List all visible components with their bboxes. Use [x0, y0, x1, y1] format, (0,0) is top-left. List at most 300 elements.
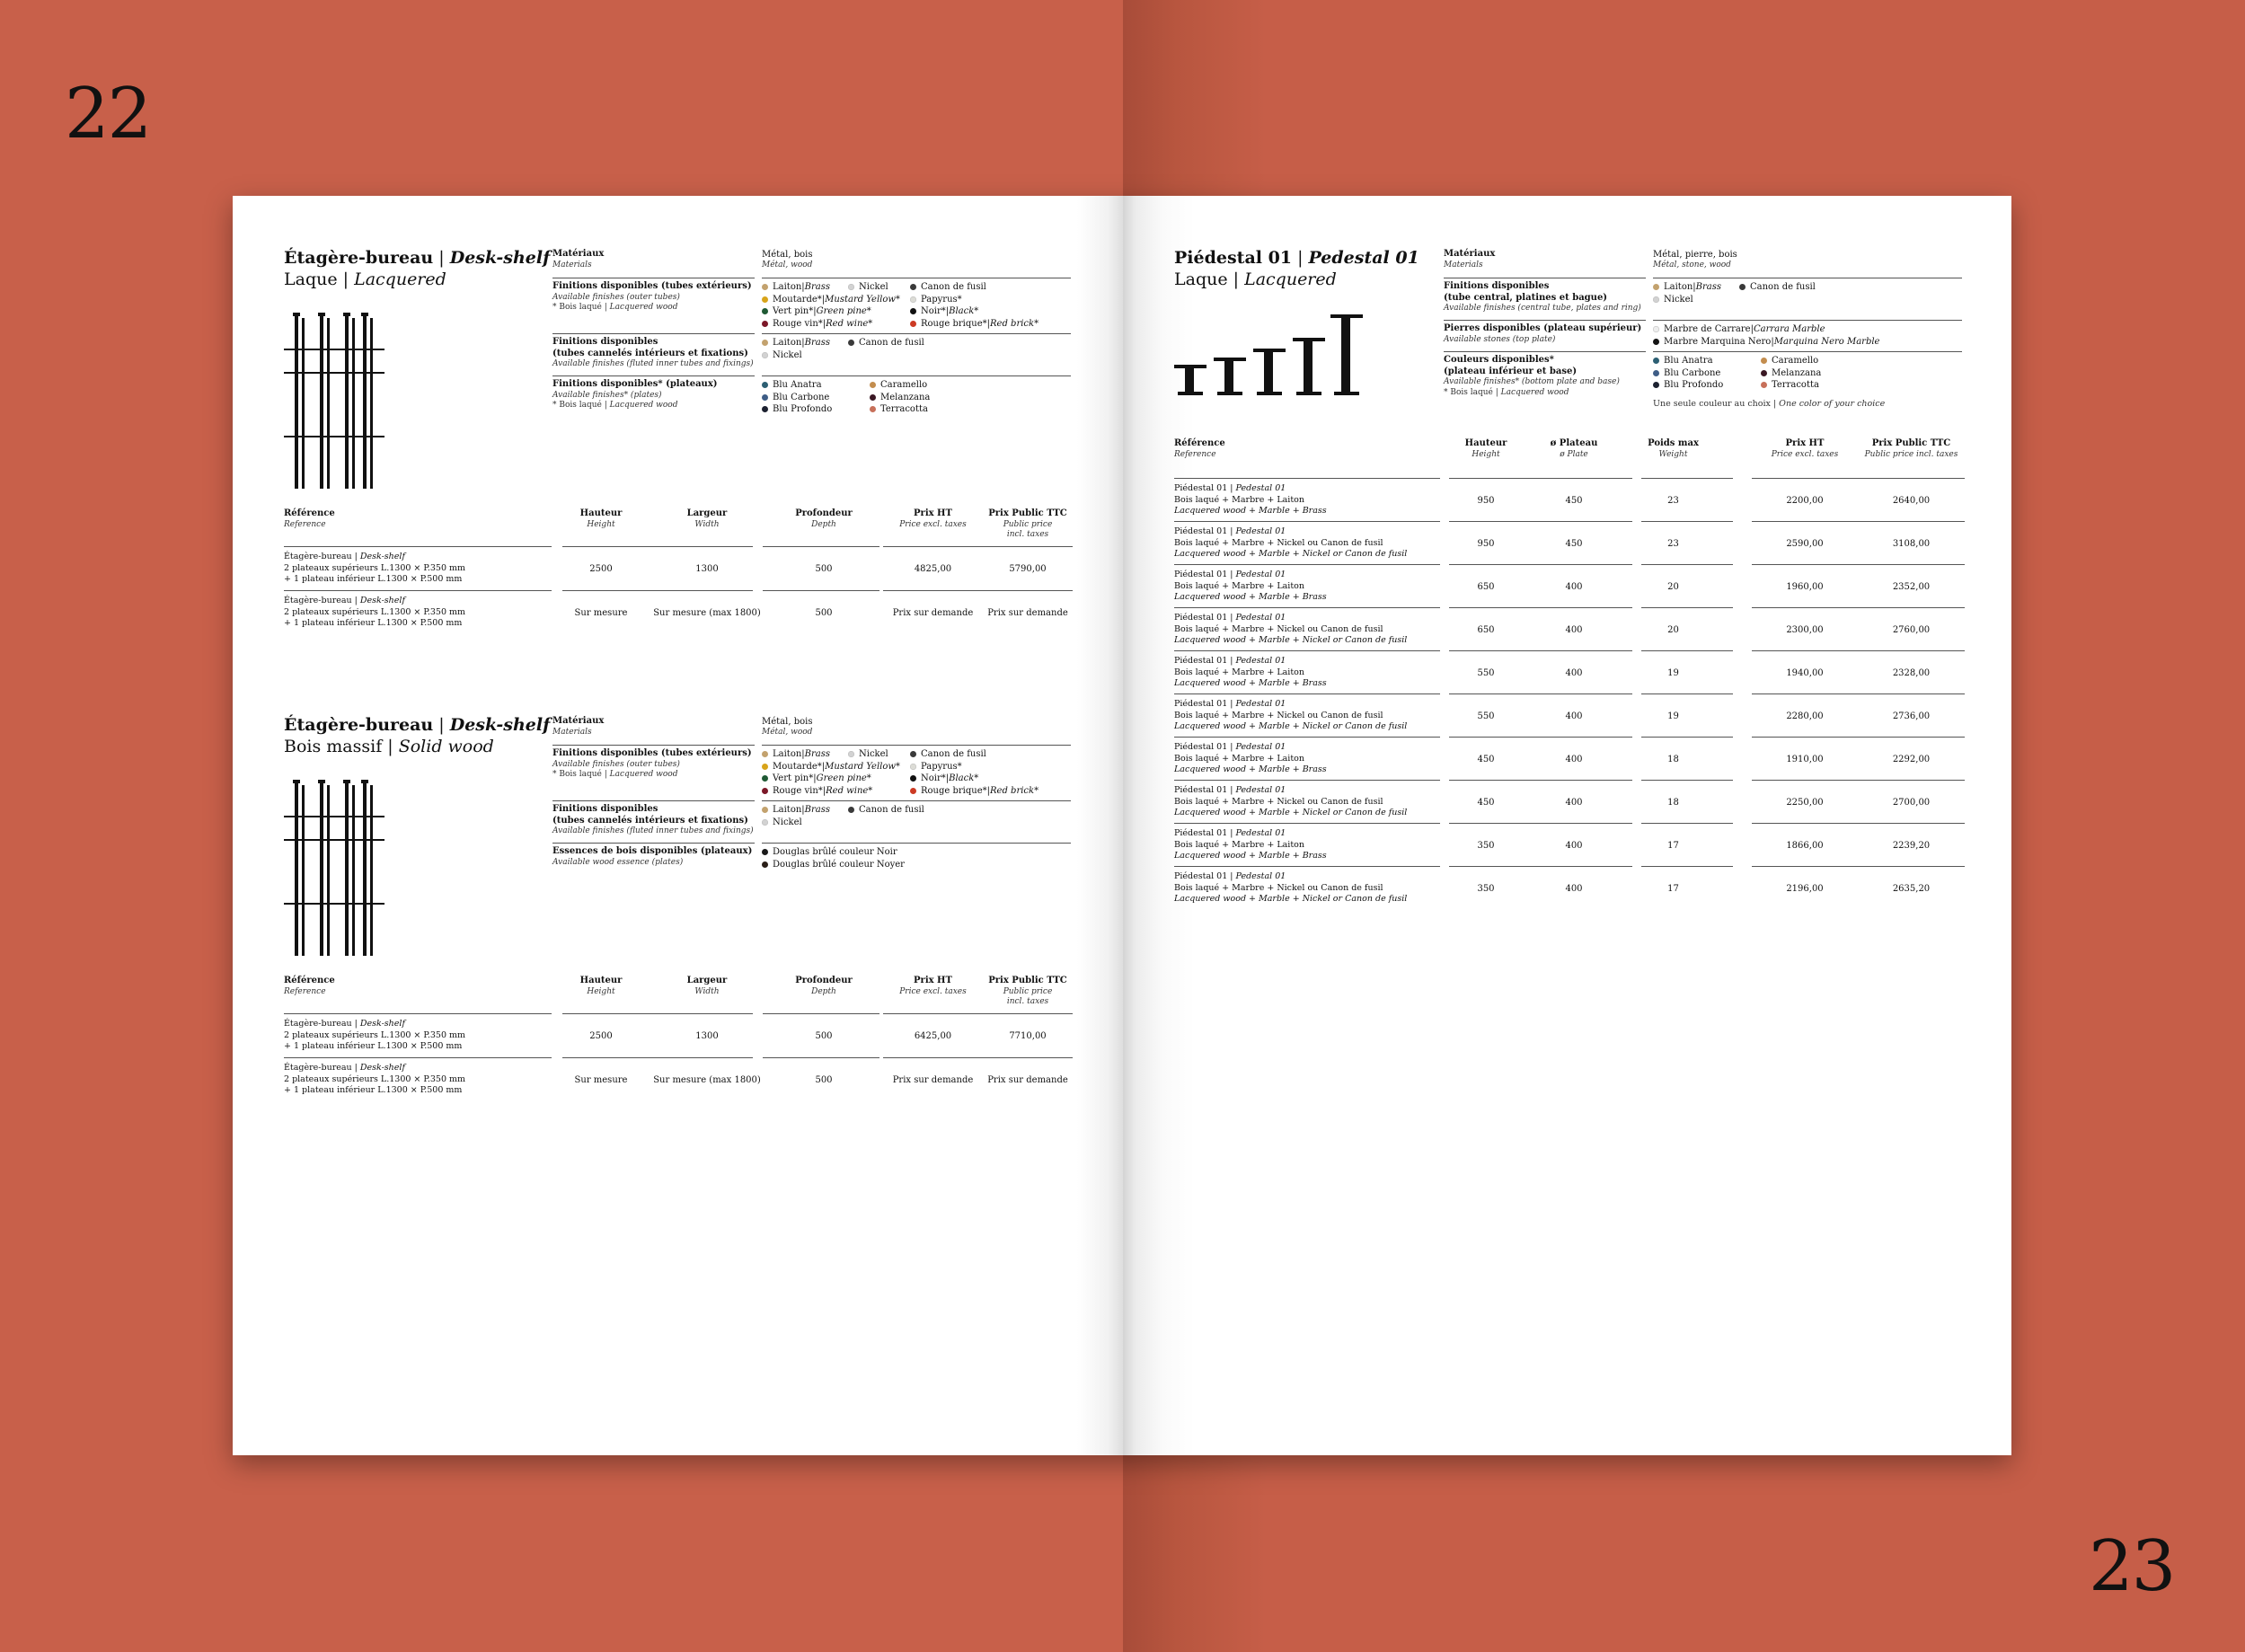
reference-name-en: Pedestal 01: [1235, 742, 1286, 752]
price-table: [1174, 438, 1965, 906]
subtitle-fr: Bois massif: [284, 737, 383, 756]
table-rule: [562, 546, 753, 547]
table-row-reference: [1174, 526, 1444, 561]
swatch-name: Blu Anatra: [1664, 356, 1713, 366]
reference-name: Piédestal 01: [1174, 871, 1228, 881]
swatch-grid: [762, 281, 1067, 331]
reference-separator: |: [1227, 742, 1236, 752]
color-swatch-icon: [1653, 370, 1659, 376]
page-number-left: 22: [65, 74, 151, 155]
swatch-item: [848, 337, 924, 349]
swatch-name: Papyrus*: [921, 761, 962, 772]
color-swatch-icon: [762, 394, 768, 401]
color-swatch-icon: [762, 296, 768, 303]
table-header: [1858, 438, 1965, 460]
shelf-wood-section: [233, 663, 1123, 1130]
table-row-reference: [284, 552, 553, 586]
swatch-name-en: Brass: [804, 338, 831, 348]
title-separator: |: [1292, 248, 1309, 268]
table-rule: [1752, 607, 1965, 608]
swatch-item: [1761, 379, 1819, 392]
table-cell-height: 350: [1477, 841, 1495, 851]
spec-materials: [552, 249, 604, 270]
table-rule: [1641, 823, 1733, 824]
color-swatch-icon: [762, 406, 768, 412]
price-table: [284, 976, 1073, 1128]
title-separator: |: [433, 715, 450, 735]
reference-line-3: Lacquered wood + Marble + Nickel or Canon de fusil: [1174, 549, 1408, 559]
table-rule: [284, 1013, 552, 1014]
reference-line-3: Lacquered wood + Marble + Nickel or Canon de fusil: [1174, 808, 1408, 817]
table-rule: [1449, 650, 1632, 651]
title-en: Desk-shelf: [449, 248, 551, 268]
swatch-item: [762, 785, 872, 798]
title-en: Desk-shelf: [449, 715, 551, 735]
table-cell-price_ht: 1940,00: [1786, 668, 1824, 678]
table-rule: [1641, 564, 1733, 565]
table-rule: [1641, 521, 1733, 522]
swatch-name: Canon de fusil: [859, 338, 924, 348]
table-rule: [883, 1013, 1073, 1014]
table-cell-plate: 450: [1565, 496, 1583, 506]
reference-line-1: [1174, 871, 1444, 883]
table-rule: [1641, 737, 1733, 738]
header-label: Largeur: [686, 508, 728, 518]
swatch-grid: [762, 846, 1067, 873]
swatch-name: Caramello: [880, 380, 928, 390]
header-label-en: Width: [694, 519, 720, 529]
swatch-separator: |: [822, 785, 826, 796]
reference-line-2: Bois laqué + Marbre + Nickel ou Canon de fusil: [1174, 796, 1383, 807]
table-cell-plate: 400: [1565, 668, 1583, 678]
divider: [1653, 351, 1962, 352]
swatch-item: [1653, 367, 1720, 380]
reference-name: Piédestal 01: [1174, 483, 1228, 493]
subtitle-en: Lacquered: [354, 269, 446, 289]
reference-line-3: Lacquered wood + Marble + Nickel or Canon de fusil: [1174, 721, 1408, 731]
reference-name-en: Desk-shelf: [359, 1063, 405, 1073]
reference-separator: |: [1227, 613, 1236, 623]
header-label: ø Plateau: [1550, 438, 1598, 448]
color-swatch-icon: [762, 775, 768, 782]
desk-shelf-illustration-icon: [284, 780, 384, 959]
table-header: [557, 508, 645, 530]
header-label-en: Public price incl. taxes: [1864, 449, 1958, 459]
color-swatch-icon: [910, 308, 916, 314]
reference-line-3: Lacquered wood + Marble + Brass: [1174, 506, 1327, 516]
swatch-name-en: Red wine*: [826, 785, 873, 796]
swatch-name: Laiton: [773, 749, 802, 759]
spec-label-en: Available stones (top plate): [1444, 334, 1556, 344]
swatch-name: Caramello: [1772, 356, 1819, 366]
swatch-item: [762, 318, 872, 331]
swatch-name: Terracotta: [1772, 380, 1819, 390]
table-rule: [1174, 823, 1440, 824]
swatch-name: Nickel: [773, 817, 802, 827]
spec-outer-finishes: [552, 281, 752, 314]
spec-label: Matériaux: [552, 716, 605, 726]
table-cell-depth: 500: [815, 564, 833, 574]
reference-separator: |: [1227, 871, 1236, 881]
swatch-name: Marbre Marquina Nero: [1664, 336, 1772, 347]
table-cell-weight: 23: [1667, 496, 1679, 506]
table-cell-price_ttc: 2640,00: [1892, 496, 1931, 506]
reference-line-1: [1174, 699, 1444, 711]
right-page: [1123, 196, 2011, 1455]
swatch-name: Vert pin*: [773, 773, 814, 783]
divider: [552, 843, 755, 844]
table-rule: [1174, 564, 1440, 565]
swatch-item: [762, 294, 900, 306]
table-cell-price_ht: 1910,00: [1786, 755, 1824, 764]
desk-shelf-illustration-icon: [284, 313, 384, 492]
color-swatch-icon: [762, 382, 768, 388]
swatch-separator: |: [986, 318, 991, 329]
swatch-grid: [762, 804, 1067, 831]
table-cell-price_ttc: 2239,20: [1892, 841, 1931, 851]
title-en: Pedestal 01: [1308, 248, 1419, 268]
product-title: [284, 714, 550, 736]
swatch-name: Nickel: [1664, 294, 1693, 305]
reference-name: Étagère-bureau: [284, 552, 352, 561]
swatch-name-en: Brass: [1695, 282, 1722, 292]
color-swatch-icon: [910, 284, 916, 290]
table-header: [645, 508, 769, 530]
table-rule: [1174, 737, 1440, 738]
color-swatch-icon: [870, 394, 876, 401]
table-cell-height: 550: [1477, 668, 1495, 678]
spec-materials: [1444, 249, 1495, 270]
header-label-en-2: incl. taxes: [1006, 997, 1049, 1006]
color-swatch-icon: [910, 321, 916, 327]
table-cell-price_ht: 6425,00: [914, 1031, 952, 1041]
color-swatch-icon: [762, 861, 768, 868]
color-swatch-icon: [848, 340, 854, 346]
reference-separator: |: [1227, 570, 1236, 579]
table-header: [284, 508, 553, 530]
color-choice-note: Une seule couleur au choix | One color of your choice: [1653, 399, 1886, 409]
swatch-separator: |: [945, 306, 950, 316]
color-swatch-icon: [1761, 370, 1767, 376]
reference-separator: |: [351, 1063, 360, 1073]
swatch-name-en: Marquina Nero Marble: [1773, 336, 1880, 347]
reference-name: Piédestal 01: [1174, 613, 1228, 623]
swatch-grid: [1653, 281, 1958, 308]
table-row-reference: [1174, 699, 1444, 733]
table-rule: [1449, 693, 1632, 694]
color-swatch-icon: [762, 807, 768, 813]
table-row-reference: [284, 596, 553, 630]
header-label: Référence: [284, 508, 335, 518]
divider: [1444, 351, 1646, 352]
color-swatch-icon: [910, 764, 916, 770]
header-label-en: Height: [587, 986, 615, 996]
swatch-name: Douglas brûlé couleur Noir: [773, 847, 897, 857]
table-cell-plate: 450: [1565, 539, 1583, 549]
table-cell-plate: 400: [1565, 798, 1583, 808]
table-cell-price_ttc: 2760,00: [1892, 625, 1931, 635]
table-cell-height: 650: [1477, 582, 1495, 592]
header-label: Hauteur: [579, 508, 623, 518]
swatch-item: [762, 804, 830, 817]
reference-line-2: Bois laqué + Marbre + Laiton: [1174, 580, 1305, 591]
swatch-name: Blu Carbone: [773, 392, 830, 402]
table-cell-price_ht: 2590,00: [1786, 539, 1824, 549]
spec-label: Finitions disponibles: [1444, 281, 1550, 291]
title-separator: |: [433, 248, 450, 268]
color-swatch-icon: [762, 764, 768, 770]
spec-label-en: Materials: [1444, 260, 1483, 269]
reference-line-3: Lacquered wood + Marble + Brass: [1174, 678, 1327, 688]
header-label-en: Weight: [1658, 449, 1688, 459]
table-row-reference: [1174, 828, 1444, 862]
swatch-grid: [1653, 323, 1958, 350]
spec-label-en: Available finishes (outer tubes): [552, 759, 680, 769]
spec-note: * Bois laqué | Lacquered wood: [552, 401, 678, 410]
spec-label-en: Available finishes* (plates): [552, 390, 662, 400]
reference-separator: |: [351, 552, 360, 561]
reference-name: Piédestal 01: [1174, 570, 1228, 579]
color-swatch-icon: [762, 849, 768, 855]
table-rule: [284, 1057, 552, 1058]
header-label-en: ø Plate: [1560, 449, 1588, 459]
reference-name-en: Pedestal 01: [1235, 483, 1286, 493]
reference-name-en: Pedestal 01: [1235, 785, 1286, 795]
table-cell-plate: 400: [1565, 841, 1583, 851]
table-rule: [1641, 780, 1733, 781]
swatch-item: [870, 379, 927, 392]
table-rule: [1752, 780, 1965, 781]
swatch-name-en: Green pine*: [816, 773, 871, 783]
swatch-name: Marbre de Carrare: [1664, 324, 1751, 334]
table-rule: [883, 590, 1073, 591]
table-cell-weight: 23: [1667, 539, 1679, 549]
reference-name: Piédestal 01: [1174, 828, 1228, 838]
table-cell-price_ttc: 2736,00: [1892, 711, 1931, 721]
color-swatch-icon: [910, 751, 916, 757]
swatch-separator: |: [813, 773, 817, 783]
shelf-lacquer-section: [233, 196, 1123, 663]
swatch-item: [1653, 355, 1713, 367]
swatch-name: Canon de fusil: [859, 805, 924, 815]
reference-line-1: [1174, 613, 1444, 624]
color-swatch-icon: [1653, 296, 1659, 303]
subtitle-en: Lacquered: [1244, 269, 1337, 289]
swatch-name: Canon de fusil: [921, 282, 986, 292]
reference-separator: |: [1227, 699, 1236, 709]
swatch-name-en: Black*: [949, 306, 979, 316]
header-label-en: Height: [587, 519, 615, 529]
title-fr: Étagère-bureau: [284, 715, 434, 735]
swatch-item: [762, 748, 830, 761]
spec-label-en: Available wood essence (plates): [552, 857, 684, 867]
reference-line-1: [284, 552, 553, 563]
table-header: [1627, 438, 1719, 460]
reference-name-en: Pedestal 01: [1235, 656, 1286, 666]
swatch-separator: |: [801, 282, 805, 292]
spec-materials-value: [1653, 249, 1737, 271]
swatch-name: Blu Carbone: [1664, 367, 1721, 378]
color-swatch-icon: [1761, 382, 1767, 388]
reference-line-1: [1174, 785, 1444, 797]
spec-label-2: (tubes cannelés intérieurs et fixations): [552, 348, 748, 358]
swatch-grid: [762, 748, 1067, 799]
catalogue-spread: [233, 196, 2011, 1455]
table-cell-height: Sur mesure: [574, 1075, 628, 1085]
reference-name-en: Pedestal 01: [1235, 613, 1286, 623]
table-rule: [1449, 607, 1632, 608]
color-swatch-icon: [848, 751, 854, 757]
swatch-item: [1653, 336, 1879, 349]
reference-line-1: [284, 596, 553, 607]
swatch-item: [762, 817, 802, 829]
spec-label-2: (tubes cannelés intérieurs et fixations): [552, 815, 748, 826]
product-title: [284, 247, 550, 269]
spec-label-en: Available finishes (outer tubes): [552, 292, 680, 302]
table-rule: [562, 1057, 753, 1058]
table-rule: [883, 1057, 1073, 1058]
swatch-item: [762, 403, 832, 416]
swatch-item: [762, 349, 802, 362]
product-subtitle: [284, 736, 494, 757]
reference-name: Piédestal 01: [1174, 526, 1228, 536]
swatch-item: [870, 403, 928, 416]
swatch-grid: [762, 379, 1067, 417]
table-rule: [1752, 823, 1965, 824]
swatch-item: [762, 761, 900, 773]
swatch-name: Nickel: [859, 749, 888, 759]
swatch-name: Nickel: [773, 349, 802, 360]
table-rule: [1174, 693, 1440, 694]
swatch-item: [1653, 294, 1693, 306]
reference-separator: |: [1227, 656, 1236, 666]
swatch-item: [910, 748, 986, 761]
table-cell-height: 2500: [589, 1031, 613, 1041]
color-swatch-icon: [1653, 358, 1659, 364]
table-row-reference: [1174, 785, 1444, 819]
swatch-item: [762, 281, 830, 294]
table-rule: [1174, 866, 1440, 867]
reference-line-2: Bois laqué + Marbre + Laiton: [1174, 667, 1305, 677]
table-cell-price_ht: 1866,00: [1786, 841, 1824, 851]
table-cell-height: 550: [1477, 711, 1495, 721]
divider: [552, 800, 755, 801]
color-swatch-icon: [762, 819, 768, 826]
table-header: [883, 976, 983, 997]
table-header: [1752, 438, 1858, 460]
swatch-item: [848, 804, 924, 817]
table-rule: [1449, 823, 1632, 824]
spec-label: Matériaux: [552, 249, 605, 259]
swatch-separator: |: [801, 805, 805, 815]
swatch-name-en: Black*: [949, 773, 979, 783]
spec-value: Métal, bois: [762, 250, 813, 260]
reference-line-1: [1174, 742, 1444, 754]
spec-value: Métal, pierre, bois: [1653, 250, 1737, 260]
table-header: [769, 976, 879, 997]
table-rule: [1641, 607, 1733, 608]
table-row-reference: [1174, 570, 1444, 604]
table-row-reference: [284, 1019, 553, 1053]
table-rule: [1449, 780, 1632, 781]
table-row-reference: [1174, 656, 1444, 690]
table-cell-price_ht: 4825,00: [914, 564, 952, 574]
spec-value-en: Métal, wood: [762, 261, 813, 269]
header-label-en: Price excl. taxes: [899, 519, 967, 529]
table-cell-price_ttc: 2700,00: [1892, 798, 1931, 808]
reference-line-2: Bois laqué + Marbre + Laiton: [1174, 494, 1305, 505]
color-swatch-icon: [762, 751, 768, 757]
swatch-item: [762, 305, 871, 318]
table-cell-width: 1300: [695, 564, 719, 574]
spec-colors: [1444, 355, 1620, 398]
table-header: [883, 508, 983, 530]
swatch-item: [762, 379, 822, 392]
table-cell-plate: 400: [1565, 884, 1583, 894]
swatch-item: [1653, 323, 1825, 336]
table-rule: [763, 546, 879, 547]
table-header: [983, 976, 1073, 1008]
reference-name: Piédestal 01: [1174, 742, 1228, 752]
table-rule: [1641, 693, 1733, 694]
spec-note: * Bois laqué | Lacquered wood: [552, 303, 678, 312]
header-label: Référence: [284, 976, 335, 985]
spec-label: Couleurs disponibles*: [1444, 355, 1554, 365]
color-swatch-icon: [910, 775, 916, 782]
reference-line-2: 2 plateaux supérieurs L.1300 × P.350 mm: [284, 1029, 466, 1040]
table-cell-price_ht: 1960,00: [1786, 582, 1824, 592]
reference-line-3: + 1 plateau inférieur L.1300 × P.500 mm: [284, 1041, 463, 1051]
reference-line-3: + 1 plateau inférieur L.1300 × P.500 mm: [284, 1085, 463, 1095]
header-label-en: Reference: [1174, 449, 1216, 459]
table-rule: [1449, 521, 1632, 522]
table-cell-price_ht: 2300,00: [1786, 625, 1824, 635]
header-label-en: Width: [694, 986, 720, 996]
swatch-item: [870, 392, 930, 404]
swatch-name: Noir*: [921, 306, 946, 316]
spec-label-2: (tube central, platines et bague): [1444, 292, 1608, 303]
table-rule: [763, 1013, 879, 1014]
table-cell-plate: 400: [1565, 755, 1583, 764]
reference-name-en: Desk-shelf: [359, 1019, 405, 1029]
divider: [762, 800, 1071, 801]
spec-label-2: (plateau inférieur et base): [1444, 366, 1578, 376]
table-cell-plate: 400: [1565, 625, 1583, 635]
table-cell-plate: 400: [1565, 582, 1583, 592]
header-label: Prix HT: [914, 976, 952, 985]
color-swatch-icon: [762, 308, 768, 314]
color-swatch-icon: [1653, 339, 1659, 345]
header-label: Prix HT: [914, 508, 952, 518]
table-cell-height: 450: [1477, 798, 1495, 808]
divider: [762, 375, 1071, 376]
swatch-item: [1761, 355, 1818, 367]
reference-line-1: [1174, 828, 1444, 840]
table-cell-height: 450: [1477, 755, 1495, 764]
reference-name-en: Pedestal 01: [1235, 828, 1286, 838]
table-cell-height: 950: [1477, 496, 1495, 506]
price-table: [284, 508, 1073, 661]
table-cell-price_ht: Prix sur demande: [892, 608, 974, 618]
swatch-item: [848, 748, 888, 761]
reference-line-1: [284, 1019, 553, 1030]
table-rule: [1174, 650, 1440, 651]
title-fr: Piédestal 01: [1174, 248, 1293, 268]
reference-name: Étagère-bureau: [284, 1063, 352, 1073]
spec-label: Finitions disponibles* (plateaux): [552, 379, 718, 389]
table-cell-price_ht: 2200,00: [1786, 496, 1824, 506]
table-row-reference: [1174, 613, 1444, 647]
